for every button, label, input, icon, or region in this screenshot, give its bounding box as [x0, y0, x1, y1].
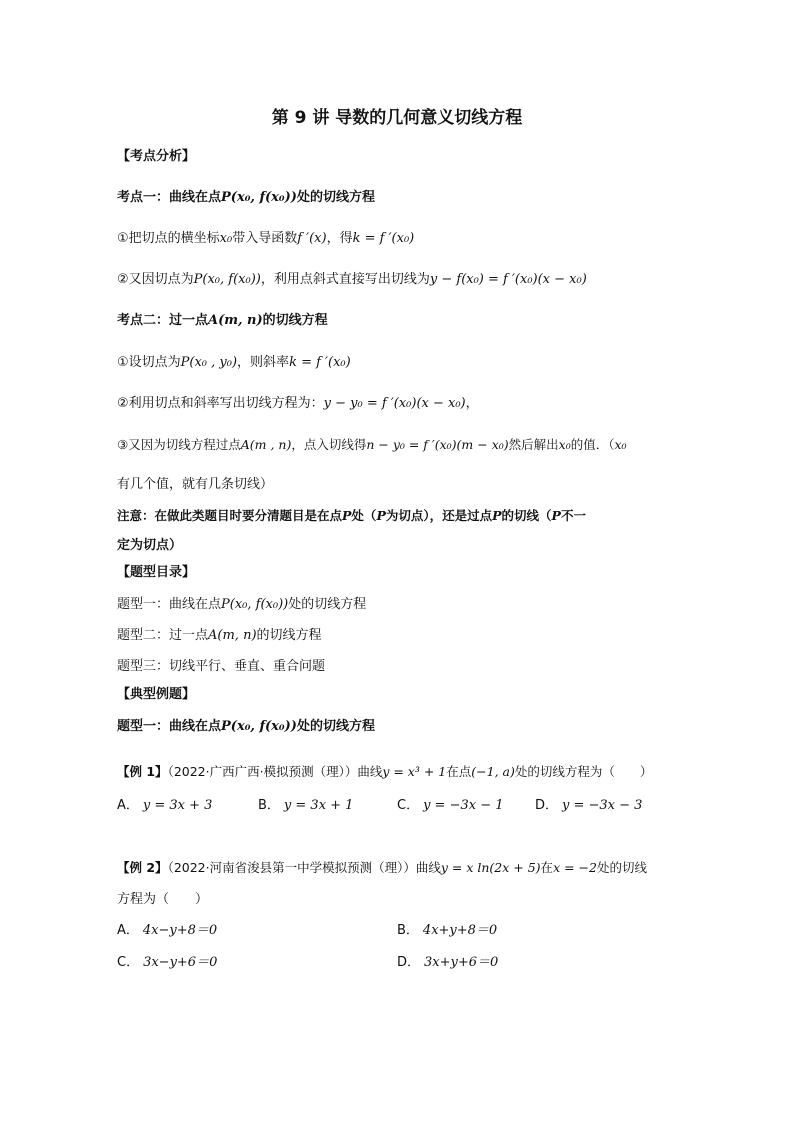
example-1-option-c: C． y = −3x − 1 [397, 798, 504, 813]
page-title: 第 9 讲 导数的几何意义切线方程 [271, 108, 523, 128]
section-heading-examples: 【典型例题】 [117, 687, 196, 702]
example-2-option-b: B． 4x+y+8＝0 [397, 923, 498, 938]
key-point-1-step-1: ①把切点的横坐标x₀带入导函数f ′(x)，得k = f ′(x₀) [117, 231, 415, 246]
catalog-item-3: 题型三：切线平行、垂直、重合问题 [117, 659, 326, 674]
key-point-2-step-1: ①设切点为P(x₀ , y₀)，则斜率k = f ′(x₀) [117, 355, 351, 370]
section-heading-catalog: 【题型目录】 [117, 565, 196, 580]
example-1-option-d: D． y = −3x − 3 [535, 798, 643, 813]
example-1-option-b: B． y = 3x + 1 [258, 798, 354, 813]
key-point-2-heading: 考点二：过一点A(m, n)的切线方程 [117, 313, 328, 328]
example-type-1-heading: 题型一：曲线在点P(x₀, f(x₀))处的切线方程 [117, 719, 375, 734]
key-point-2-step-2: ②利用切点和斜率写出切线方程为：y − y₀ = f ′(x₀)(x − x₀)， [117, 396, 479, 411]
key-point-2-step-3: ③又因为切线方程过点A(m , n)，点入切线得n − y₀ = f ′(x₀)(m − x₀)然后解出x₀的值．（x₀ [117, 437, 627, 452]
example-1-option-a: A． y = 3x + 3 [117, 798, 213, 813]
section-heading-analysis: 【考点分析】 [117, 149, 196, 164]
key-point-1-heading: 考点一：曲线在点P(x₀, f(x₀))处的切线方程 [117, 190, 375, 205]
catalog-item-2: 题型二：过一点A(m, n)的切线方程 [117, 628, 322, 643]
note-line-1: 注意：在做此类题目时要分清题目是在点P处（P为切点），还是过点P的切线（P不一 [117, 508, 586, 523]
example-2-option-c: C． 3x−y+6＝0 [117, 955, 218, 970]
note-line-2: 定为切点） [117, 538, 183, 553]
example-2-question-cont: 方程为（ ） [117, 892, 209, 907]
catalog-item-1: 题型一：曲线在点P(x₀, f(x₀))处的切线方程 [117, 597, 367, 612]
key-point-1-step-2: ②又因切点为P(x₀, f(x₀))，利用点斜式直接写出切线为y − f(x₀) = f ′(x₀)(x − x₀) [117, 272, 587, 287]
example-2-question: 【例 2】（2022·河南省浚县第一中学模拟预测（理））曲线y = x ln(2x + 5)在x = −2处的切线 [117, 860, 647, 875]
key-point-2-step-3-cont: 有几个值，就有几条切线） [117, 477, 274, 492]
example-2-option-d: D． 3x+y+6＝0 [397, 955, 499, 970]
example-2-option-a: A． 4x−y+8＝0 [117, 923, 218, 938]
example-1-question: 【例 1】（2022·广西广西·模拟预测（理））曲线y = x³ + 1在点(−1, a)处的切线方程为（ ） [117, 764, 653, 779]
